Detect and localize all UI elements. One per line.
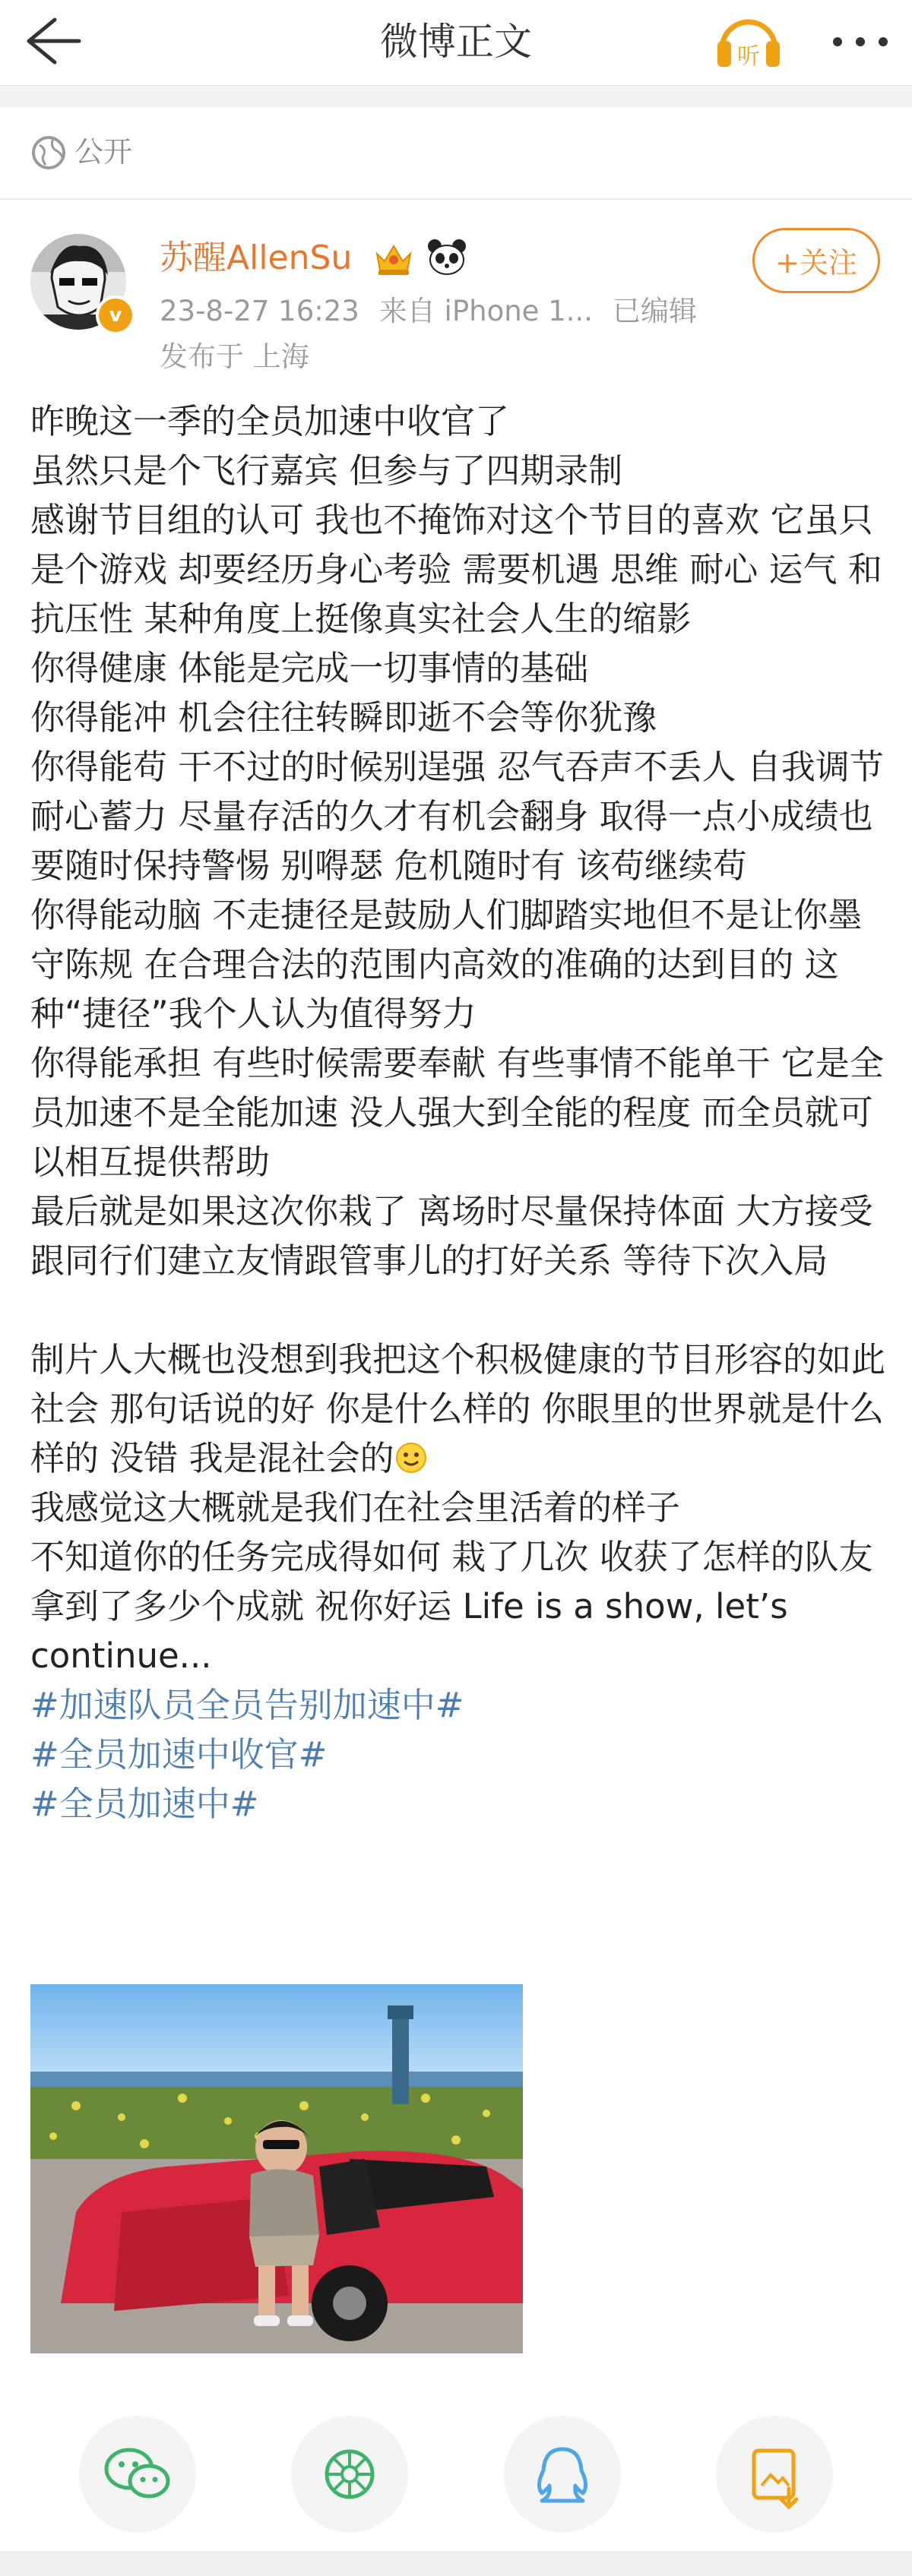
hashtag-link[interactable]: #加速队员全员告别加速中# bbox=[30, 1685, 464, 1725]
blank-line bbox=[30, 1285, 889, 1335]
paragraph: 最后就是如果这次你栽了 离场时尽量保持体面 大方接受 跟同行们建立友情跟管事儿的打好关系 等待下次入局 bbox=[30, 1191, 873, 1281]
bottom-strip bbox=[0, 2551, 912, 2576]
paragraph-with-emoji bbox=[30, 1335, 889, 1483]
paragraph: 感谢节目组的认可 我也不掩饰对这个节目的喜欢 它虽只是个游戏 却要经历身心考验 需要机遇 思维 耐心 运气 和抗压性 某种角度上挺像真实社会人生的缩影 bbox=[30, 500, 882, 639]
paragraph: 你得健康 体能是完成一切事情的基础 bbox=[30, 648, 589, 688]
red-convertible-photo bbox=[30, 1984, 523, 2353]
share-moments-button[interactable] bbox=[291, 2416, 408, 2533]
follow-button[interactable]: +关注 bbox=[752, 228, 880, 293]
listen-label: 听 bbox=[737, 43, 760, 70]
paragraph: 不知道你的任务完成得如何 栽了几次 收获了怎样的队友 拿到了多少个成就 祝你好运 Life is a show, let’s continue... bbox=[30, 1537, 873, 1676]
visibility-label: 公开 bbox=[74, 135, 133, 169]
share-qq-button[interactable] bbox=[504, 2416, 621, 2533]
paragraph: 你得能苟 干不过的时候别逞强 忍气吞声不丢人 自我调节 耐心蓄力 尽量存活的久才有机会翻身 取得一点小成绩也要随时保持警惕 别嘚瑟 危机随时有 该苟继续苟 bbox=[30, 747, 884, 886]
paragraph: 你得能承担 有些时候需要奉献 有些事情不能单干 它是全员加速不是全能加速 没人强大到全能的程度 而全员就可以相互提供帮助 bbox=[30, 1043, 884, 1182]
paragraph: 你得能动脑 不走捷径是鼓励人们脚踏实地但不是让你墨守陈规 在合理合法的范围内高效的准确的达到目的 这种“捷径”我个人认为值得努力 bbox=[30, 895, 863, 1034]
visibility-row bbox=[0, 107, 912, 200]
page-title: 微博正文 bbox=[380, 20, 532, 64]
section-separator bbox=[0, 85, 912, 107]
share-wechat-button[interactable] bbox=[79, 2416, 196, 2533]
post-time: 23-8-27 16:23 bbox=[160, 295, 359, 327]
share-bar bbox=[0, 2393, 912, 2530]
qq-icon bbox=[504, 2416, 621, 2533]
crown-member-icon bbox=[372, 239, 415, 277]
wechat-icon bbox=[79, 2416, 196, 2533]
moments-icon bbox=[291, 2416, 408, 2533]
hashtag-link[interactable]: #全员加速中收官# bbox=[30, 1734, 328, 1775]
listen-headphones-icon[interactable] bbox=[714, 11, 783, 71]
post-content bbox=[30, 397, 889, 1828]
edited-label[interactable]: 已编辑 bbox=[613, 295, 698, 327]
paragraph: 你得能冲 机会往往转瞬即逝不会等你犹豫 bbox=[30, 697, 657, 738]
author-name[interactable]: 苏醒AllenSu bbox=[160, 239, 353, 277]
panda-icon bbox=[426, 237, 468, 277]
top-nav-bar bbox=[0, 0, 912, 85]
paragraph: 昨晚这一季的全员加速中收官了 bbox=[30, 401, 510, 441]
save-image-button[interactable] bbox=[716, 2416, 833, 2533]
hashtag-link[interactable]: #全员加速中# bbox=[30, 1784, 259, 1824]
paragraph: 虽然只是个飞行嘉宾 但参与了四期录制 bbox=[30, 450, 623, 491]
verified-badge: v bbox=[96, 296, 135, 335]
paragraph: 我感觉这大概就是我们在社会里活着的样子 bbox=[30, 1487, 681, 1528]
post-meta bbox=[160, 292, 717, 331]
save-image-icon bbox=[716, 2416, 833, 2533]
globe-icon bbox=[30, 134, 67, 171]
post-source: 来自 iPhone 1... bbox=[378, 295, 594, 327]
post-image[interactable] bbox=[30, 1984, 523, 2353]
smile-emoji-icon bbox=[394, 1441, 428, 1474]
more-dots-icon[interactable] bbox=[822, 23, 898, 61]
paragraph-text: 制片人大概也没想到我把这个积极健康的节目形容的如此社会 那句话说的好 你是什么样的 你眼里的世界就是什么样的 没错 我是混社会的 bbox=[30, 1339, 886, 1478]
post-location: 发布于 上海 bbox=[160, 340, 309, 373]
